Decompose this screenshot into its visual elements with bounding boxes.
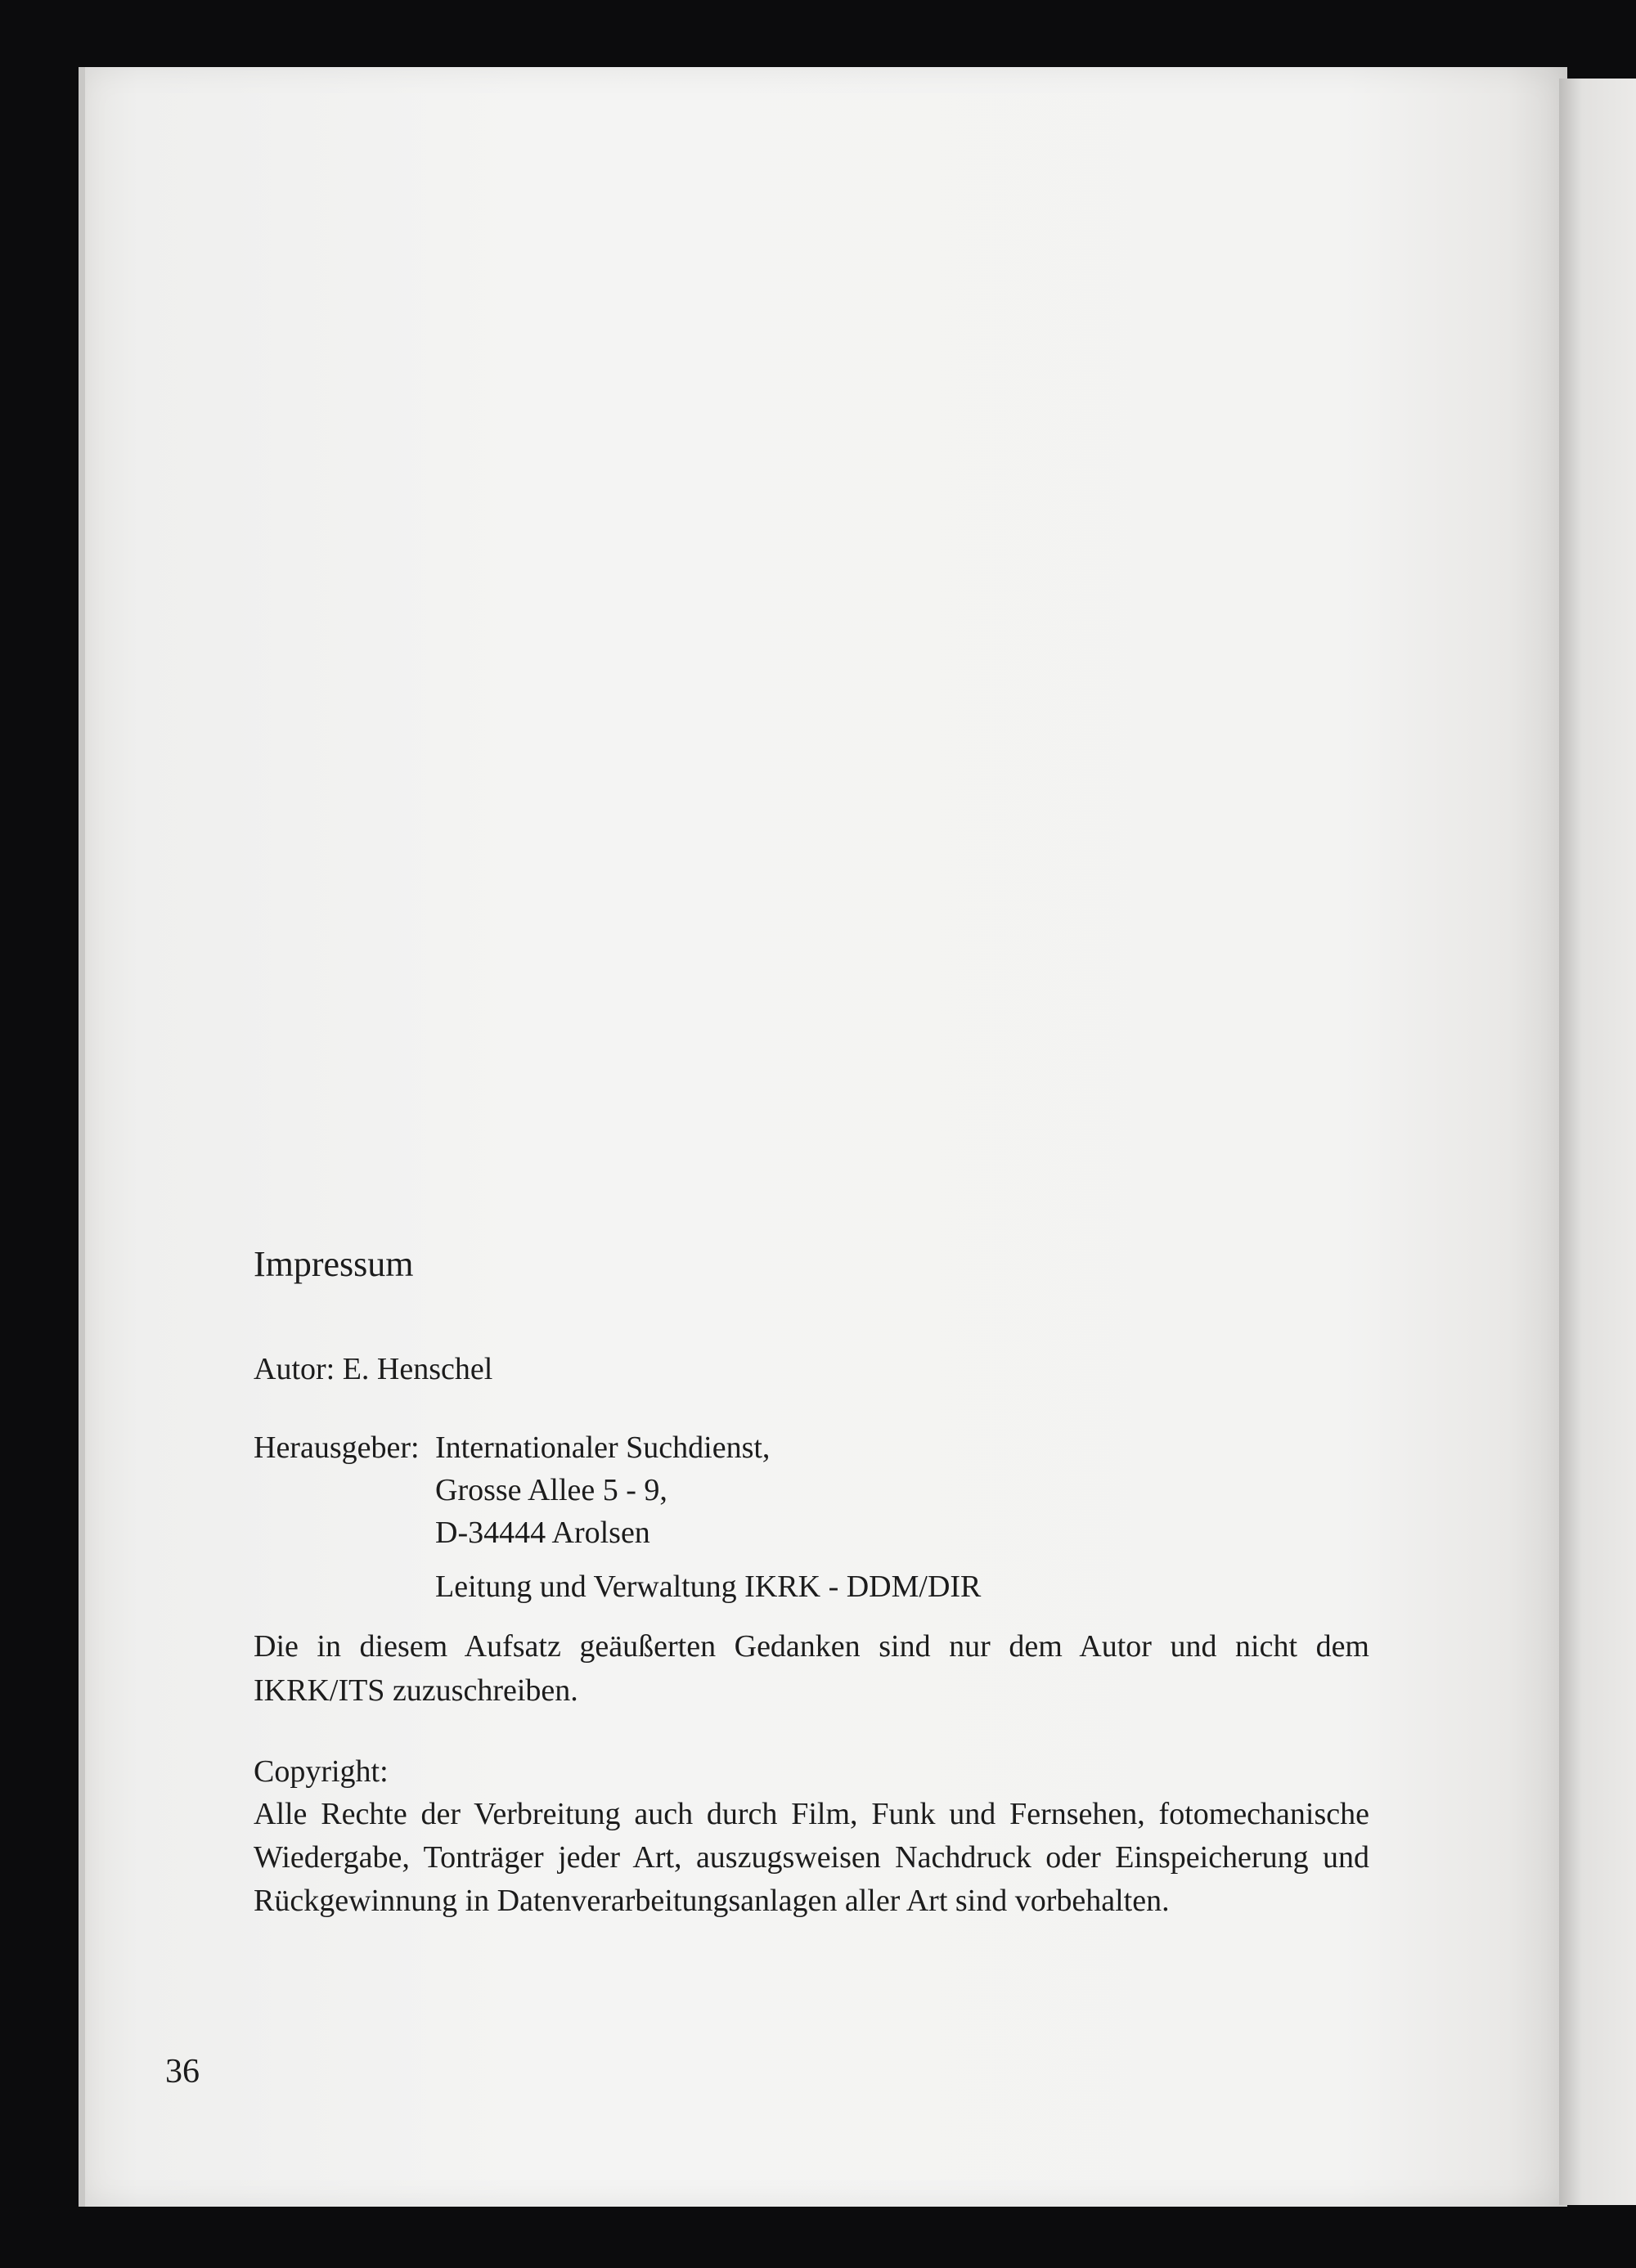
copyright-paragraph: Alle Rechte der Verbreitung auch durch Film, Funk und Fernsehen, fotomechanische Wiedergabe, Tonträger jeder Art, auszugsweisen Nachdruck oder Einspeicherung und Rückgewinnung in Datenverarbeitungsanlagen aller Art sind vorbehalten. — [254, 1797, 1369, 1918]
adjacent-page-edge — [1559, 79, 1636, 2205]
page-number: 36 — [165, 2053, 200, 2091]
publisher-label: Herausgeber: — [254, 1430, 420, 1465]
page-edge — [79, 67, 85, 2207]
publisher-line: Grosse Allee 5 - 9, — [435, 1473, 667, 1507]
impressum-heading: Impressum — [254, 1244, 414, 1284]
copyright-heading: Copyright: — [254, 1754, 389, 1789]
publisher-line: Internationaler Suchdienst, — [435, 1430, 771, 1465]
publisher-line: D-34444 Arolsen — [435, 1516, 650, 1550]
publisher-line: Leitung und Verwaltung IKRK - DDM/DIR — [435, 1570, 982, 1604]
author-line: Autor: E. Henschel — [254, 1352, 493, 1386]
disclaimer-paragraph: Die in diesem Aufsatz geäußerten Gedanken sind nur dem Autor und nicht dem IKRK/ITS zuzuschreiben. — [254, 1629, 1369, 1708]
